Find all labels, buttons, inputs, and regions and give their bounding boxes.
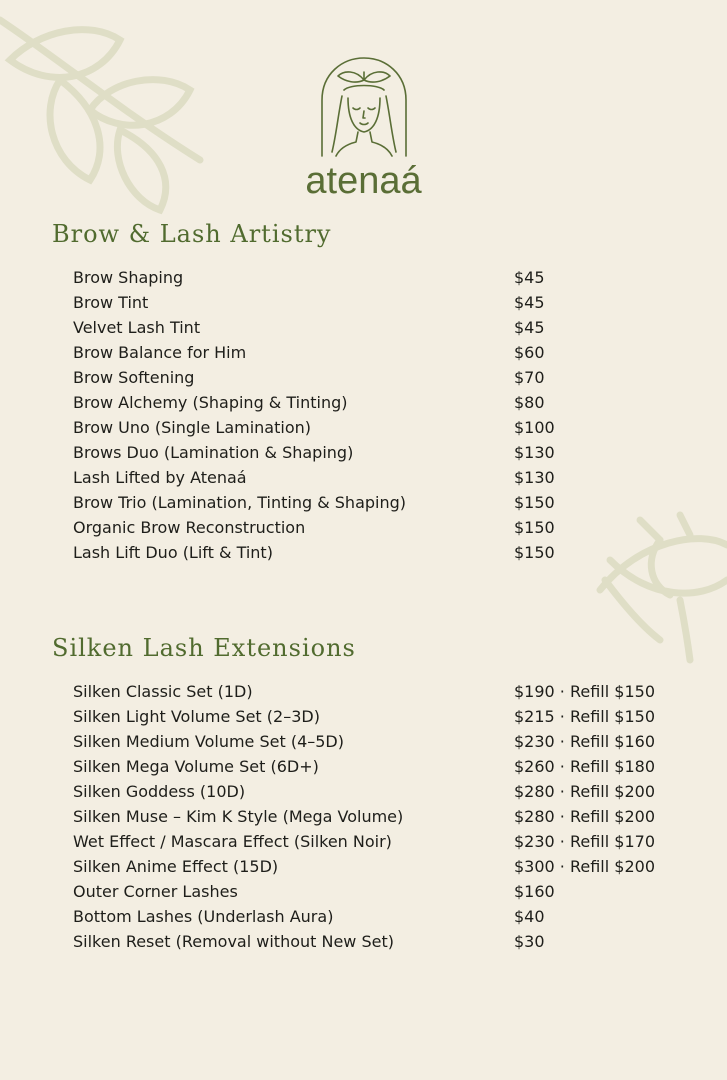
service-name: Silken Medium Volume Set (4–5D) [73, 732, 344, 751]
list-item [73, 754, 693, 779]
list-item [73, 340, 693, 365]
list-item [73, 415, 693, 440]
service-name: Outer Corner Lashes [73, 882, 238, 901]
service-price: $40 [514, 907, 545, 926]
list-item [73, 290, 693, 315]
list-item [73, 515, 693, 540]
service-name: Silken Muse – Kim K Style (Mega Volume) [73, 807, 404, 826]
service-name: Silken Reset (Removal without New Set) [73, 932, 394, 951]
list-item [73, 490, 693, 515]
woman-face-leaf-crown-icon [292, 56, 436, 160]
service-price: $60 [514, 343, 545, 362]
service-price: $260 · Refill $180 [514, 757, 655, 776]
service-name: Brows Duo (Lamination & Shaping) [73, 443, 354, 462]
service-price: $280 · Refill $200 [514, 782, 655, 801]
service-name: Silken Anime Effect (15D) [73, 857, 279, 876]
section-title-silken-lash: Silken Lash Extensions [52, 634, 356, 662]
list-item [73, 265, 693, 290]
service-price: $230 · Refill $160 [514, 732, 655, 751]
service-price: $45 [514, 268, 545, 287]
section-title-brow-lash: Brow & Lash Artistry [52, 220, 332, 248]
service-price: $150 [514, 543, 555, 562]
list-item [73, 779, 693, 804]
service-price: $45 [514, 318, 545, 337]
list-item [73, 829, 693, 854]
list-item [73, 465, 693, 490]
list-item [73, 854, 693, 879]
service-name: Lash Lift Duo (Lift & Tint) [73, 543, 273, 562]
service-price: $160 [514, 882, 555, 901]
service-price: $130 [514, 443, 555, 462]
service-price: $30 [514, 932, 545, 951]
service-name: Bottom Lashes (Underlash Aura) [73, 907, 334, 926]
list-item [73, 679, 693, 704]
list-item [73, 365, 693, 390]
brand-name: atenaá [305, 160, 422, 202]
service-name: Brow Balance for Him [73, 343, 247, 362]
service-name: Brow Trio (Lamination, Tinting & Shaping) [73, 493, 407, 512]
list-item [73, 729, 693, 754]
service-price: $300 · Refill $200 [514, 857, 655, 876]
service-name: Silken Classic Set (1D) [73, 682, 253, 701]
list-item [73, 929, 693, 954]
service-name: Silken Light Volume Set (2–3D) [73, 707, 320, 726]
service-price: $190 · Refill $150 [514, 682, 655, 701]
service-name: Wet Effect / Mascara Effect (Silken Noir) [73, 832, 392, 851]
service-name: Organic Brow Reconstruction [73, 518, 306, 537]
service-name: Brow Shaping [73, 268, 184, 287]
service-price: $80 [514, 393, 545, 412]
service-name: Lash Lifted by Atenaá [73, 468, 247, 487]
service-name: Brow Tint [73, 293, 149, 312]
service-price: $70 [514, 368, 545, 387]
service-price: $130 [514, 468, 555, 487]
list-item [73, 704, 693, 729]
service-price: $230 · Refill $170 [514, 832, 655, 851]
price-list-silken-lash [73, 679, 693, 954]
service-name: Silken Goddess (10D) [73, 782, 246, 801]
service-price: $100 [514, 418, 555, 437]
service-name: Velvet Lash Tint [73, 318, 201, 337]
service-price: $45 [514, 293, 545, 312]
service-name: Silken Mega Volume Set (6D+) [73, 757, 319, 776]
service-name: Brow Softening [73, 368, 195, 387]
list-item [73, 540, 693, 565]
service-price: $215 · Refill $150 [514, 707, 655, 726]
service-name: Brow Uno (Single Lamination) [73, 418, 311, 437]
list-item [73, 440, 693, 465]
list-item [73, 804, 693, 829]
list-item [73, 904, 693, 929]
price-list-brow-lash [73, 265, 693, 565]
list-item [73, 879, 693, 904]
service-price: $150 [514, 518, 555, 537]
list-item [73, 390, 693, 415]
service-name: Brow Alchemy (Shaping & Tinting) [73, 393, 348, 412]
service-price: $150 [514, 493, 555, 512]
list-item [73, 315, 693, 340]
service-price: $280 · Refill $200 [514, 807, 655, 826]
